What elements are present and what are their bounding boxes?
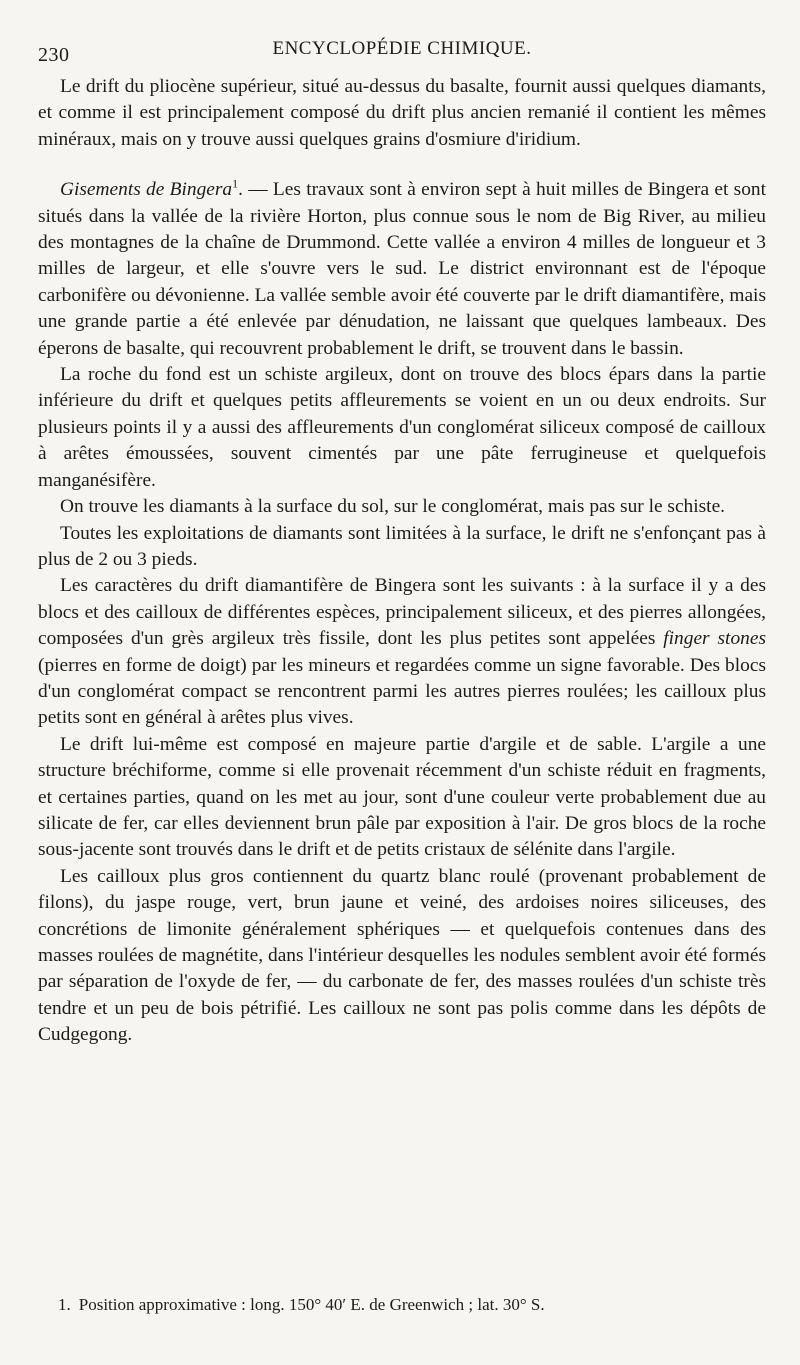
paragraph-text: . — Les travaux sont à environ sept à huit milles de Bingera et sont situés dans la vallée de la rivière Horton, plus connue sous le nom de Big River, au milieu des montagnes de la chaîne de Drummond. Cette vallée a environ 4 milles de longueur et 3 milles de largeur, et elle s'ouvre vers le sud. Le district environnant est de l'époque carbonifère ou dévonienne. La vallée semble avoir été couverte par le drift diamantifère, mais une grande partie a été enlevée par dénudation, ne laissant que quelques lambeaux. Des éperons de basalte, qui recouvrent probablement le drift, se trouvent dans le bassin. (38, 179, 766, 359)
footnote-reference[interactable]: 1 (232, 176, 239, 191)
paragraph: Toutes les exploitations de diamants sont limitées à la surface, le drift ne s'enfonçant pas à plus de 2 ou 3 pieds. (38, 522, 766, 570)
paragraph: Les cailloux plus gros contiennent du quartz blanc roulé (provenant probablement de filons), du jaspe rouge, vert, brun jaune et veiné, des ardoises noires siliceuses, des concrétions de limonite généralement sphériques — et quelquefois contenues dans des masses roulées de magnétite, dans l'intérieur desquelles les nodules semblent avoir été formés par séparation de l'oxyde de fer, — du carbonate de fer, des masses roulées d'un schiste très tendre et un peu de bois pétrifié. Les cailloux ne sont pas polis comme dans les dépôts de Cudgegong. (38, 865, 766, 1046)
paragraph: La roche du fond est un schiste argileux, dont on trouve des blocs épars dans la partie inférieure du drift et quelques petits affleurements se voient en un ou deux endroits. Sur plusieurs points il y a aussi des affleurements d'un conglomérat siliceux composé de cailloux à arêtes émoussées, souvent cimentés par une pâte ferrugineuse et quelquefois manganésifère. (38, 364, 766, 491)
paragraph-text: (pierres en forme de doigt) par les mineurs et regardées comme un signe favorable. Des blocs d'un conglomérat compact se rencontrent parmi les autres pierres roulées; les cailloux plus petits sont en général à arêtes plus vives. (38, 654, 766, 729)
paragraph (38, 573, 766, 731)
footnote-text: Position approximative : long. 150° 40′ E. de Greenwich ; lat. 30° S. (78, 1295, 545, 1314)
section-heading: Gisements de Bingera (60, 179, 233, 201)
footnote (58, 1294, 766, 1316)
italic-term: finger stones (663, 628, 766, 650)
paragraph: Le drift lui-même est composé en majeure partie d'argile et de sable. L'argile a une structure bréchiforme, comme si elle provenait récemment d'un schiste réduit en fragments, et certaines parties, quand on les met au jour, sont d'une couleur verte probablement due au silicate de fer, car elles deviennent brun pâle par exposition à l'air. De gros blocs de la roche sous-jacente sont trouvés dans le drift et de petits cristaux de sélénite dans l'argile. (38, 733, 766, 861)
body-text (38, 74, 766, 1049)
running-title: ENCYCLOPÉDIE CHIMIQUE. (272, 38, 532, 59)
page-header (38, 36, 766, 74)
page-number: 230 (38, 44, 70, 66)
paragraph: On trouve les diamants à la surface du sol, sur le conglomérat, mais pas sur le schiste. (60, 496, 726, 518)
paragraph-text: Les caractères du drift diamantifère de Bingera sont les suivants : à la surface il y a des blocs et des cailloux de différentes espèces, principalement siliceux, et des pierres allongées, composées d'un grès argileux très fissile, dont les plus petites sont appelées (38, 575, 766, 650)
paragraph-bingera (38, 177, 766, 362)
footnote-number: 1. (58, 1295, 71, 1314)
paragraph: Le drift du pliocène supérieur, situé au-dessus du basalte, fournit aussi quelques diamants, et comme il est principalement composé du drift plus ancien remanié il contient les mêmes minéraux, mais on y trouve aussi quelques grains d'osmiure d'iridium. (38, 76, 766, 150)
